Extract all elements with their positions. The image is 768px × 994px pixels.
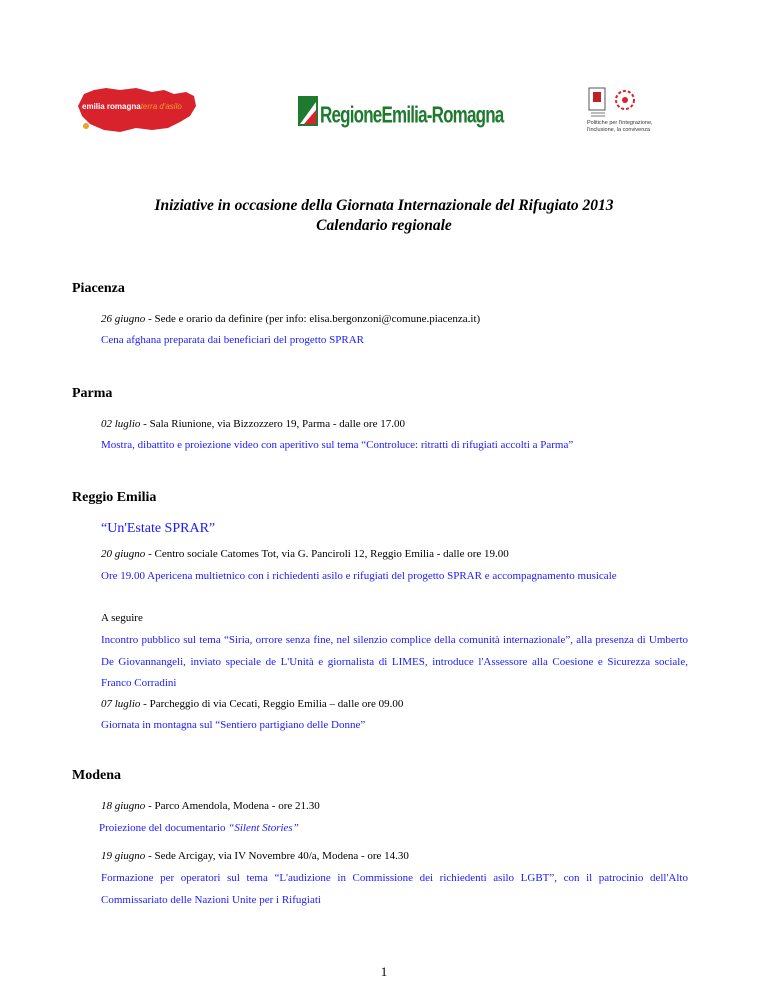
- event-modena-1-description-text: Proiezione del documentario: [99, 822, 229, 834]
- event-modena-1-details: [101, 800, 320, 812]
- section-heading-modena: Modena: [72, 768, 121, 783]
- logo-er-asilo-part2: terra d'asilo: [140, 102, 182, 111]
- document-title: Iniziative in occasione della Giornata Internazionale del Rifugiato 2013: [154, 197, 614, 214]
- logo-er-terra-asilo: [76, 84, 200, 134]
- event-location: - Parcheggio di via Cecati, Reggio Emilia – dalle ore 09.00: [140, 698, 404, 710]
- logo-regione-text: RegioneEmilia-Romagna: [320, 102, 504, 128]
- event-reggio-2-description: Giornata in montagna sul “Sentiero partigiano delle Donne”: [101, 719, 366, 731]
- event-parma-1-details: [101, 418, 405, 430]
- logo-regione-emilia-romagna: [298, 92, 504, 132]
- event-date: 02 luglio: [101, 418, 141, 430]
- event-piacenza-1-description: Cena afghana preparata dai beneficiari del progetto SPRAR: [101, 334, 364, 346]
- event-modena-1-description: [99, 822, 299, 834]
- section-heading-reggio-emilia: Reggio Emilia: [72, 490, 157, 505]
- event-reggio-a-seguire: A seguire: [101, 612, 143, 624]
- logo-er-asilo-text: [82, 102, 182, 111]
- event-reggio-1-description: Ore 19.00 Apericena multietnico con i richiedenti asilo e rifugiati del progetto SPRAR e accompagnamento musicale: [101, 570, 617, 582]
- regione-flag-icon: [298, 96, 320, 128]
- event-parma-1-description: Mostra, dibattito e proiezione video con aperitivo sul tema “Controluce: ritratti di rifugiati accolti a Parma”: [101, 439, 574, 451]
- logo-politiche-caption-line1: Politiche per l'integrazione,: [587, 120, 653, 126]
- event-location: - Centro sociale Catomes Tot, via G. Panciroli 12, Reggio Emilia - dalle ore 19.00: [145, 548, 509, 560]
- event-reggio-1-description-2: Incontro pubblico sul tema “Siria, orrore senza fine, nel silenzio complice della comunità internazionale”, alla presenza di Umberto De Giovannangeli, inviato speciale de L'Unità e giornalista di LIMES, introduce l'Assessore alla Coesione e Sicurezza sociale, Franco Corradini: [101, 634, 688, 689]
- section-heading-piacenza: Piacenza: [72, 281, 125, 296]
- event-location: - Sala Riunione, via Bizzozzero 19, Parma - dalle ore 17.00: [140, 418, 405, 430]
- event-piacenza-1-details: [101, 313, 480, 325]
- regione-seal-icon: [585, 86, 645, 120]
- event-date: 19 giugno: [101, 850, 146, 862]
- event-date: 26 giugno: [101, 313, 146, 325]
- event-reggio-2-details: [101, 698, 403, 710]
- logo-politiche-integrazione: [585, 86, 685, 136]
- documentary-title: “Silent Stories”: [228, 822, 299, 834]
- event-location: - Parco Amendola, Modena - ore 21.30: [145, 800, 320, 812]
- document-subtitle: Calendario regionale: [316, 217, 452, 234]
- event-series-title: “Un'Estate SPRAR”: [101, 521, 216, 536]
- event-reggio-1-details: [101, 548, 509, 560]
- event-location: - Sede Arcigay, via IV Novembre 40/a, Modena - ore 14.30: [145, 850, 409, 862]
- page-number: 1: [380, 964, 388, 979]
- logo-er-asilo-part1: emilia romagna: [82, 102, 141, 111]
- event-modena-2-details: [101, 850, 409, 862]
- event-location: - Sede e orario da definire (per info: elisa.bergonzoni@comune.piacenza.it): [145, 313, 481, 325]
- event-date: 18 giugno: [101, 800, 146, 812]
- section-heading-parma: Parma: [72, 386, 113, 401]
- logo-politiche-caption-line2: l'inclusione, la convivenza: [587, 127, 651, 133]
- event-date: 20 giugno: [101, 548, 146, 560]
- logo-politiche-caption: [587, 120, 653, 134]
- event-date: 07 luglio: [101, 698, 141, 710]
- event-modena-2-description: Formazione per operatori sul tema “L'audizione in Commissione dei richiedenti asilo LGBT”, con il patrocinio dell'Alto Commissariato delle Nazioni Unite per i Rifugiati: [101, 872, 688, 906]
